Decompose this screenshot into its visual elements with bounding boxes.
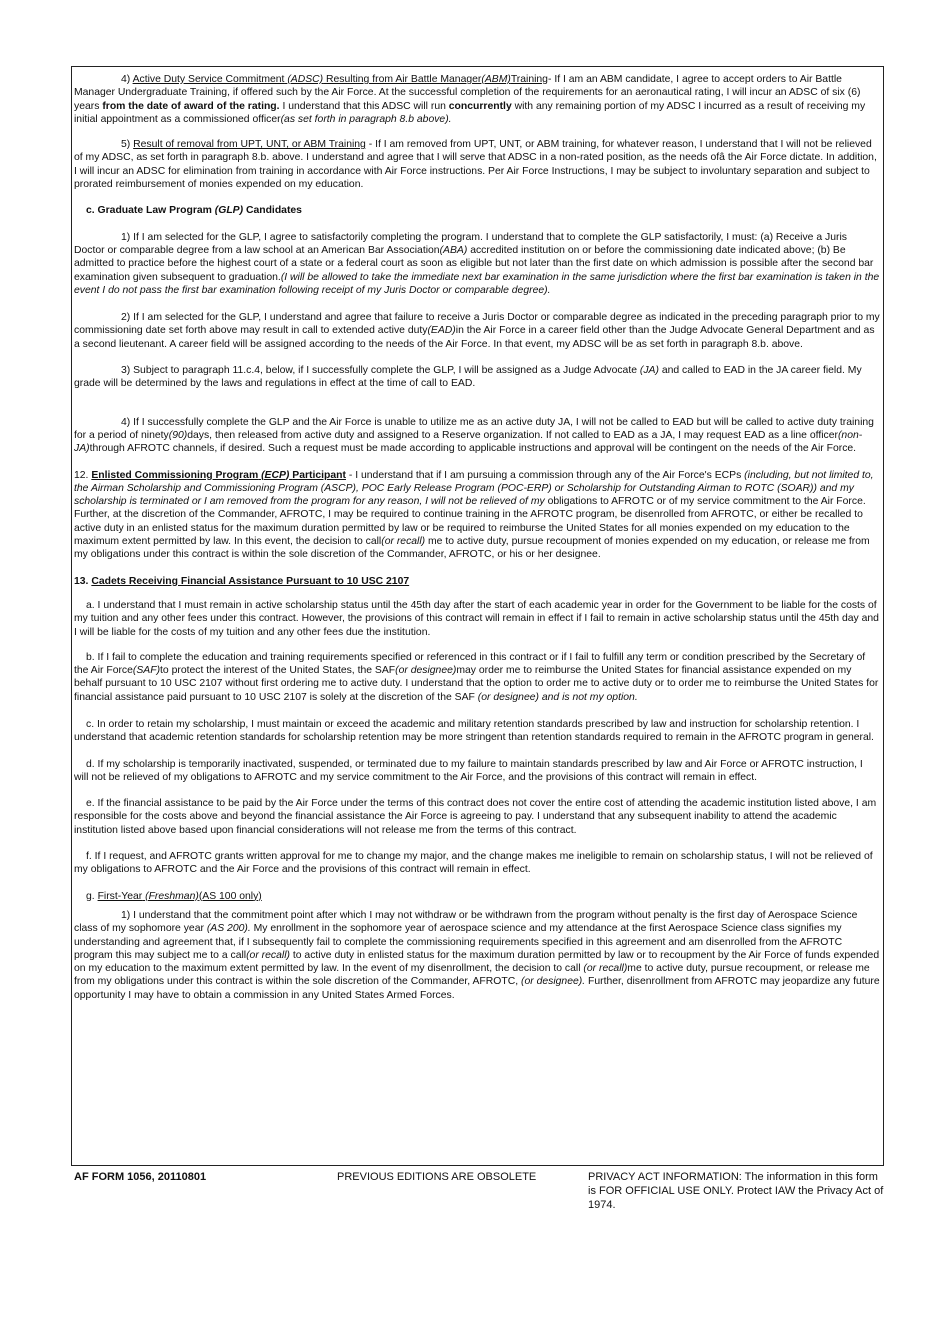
contract-body xyxy=(71,66,884,1166)
paragraph-13g1: 1) I understand that the commitment point after which I may not withdraw or be withdrawn from the program without penalty is the first day of Aerospace Science class of my sophomore year (AS 200). My enrollment in the sophomore year of aerospace science and my attendance at the first Aerospace Science class signifies my understanding and agreement that, if I subsequently fail to complete the commissioning requirements specified in this agreement and am disenrolled from the AFROTC program this may subject me to a call(or recall) to active duty in enlisted status for the maximum duration permitted by law or to recoupment by the Air Force of funds expended on my education to the maximum extent permitted by law. In the event of my disenrollment, the decision to call (or recall)me to active duty, pursue recoupment, or release me from my obligations under this contract is within the sole discretion of the Commander, AFROTC, (or designee). Further, disenrollment from AFROTC may jeopardize any future opportunity I may have to obtain a commission in any United States Armed Forces. xyxy=(74,909,880,1001)
form-number: AF FORM 1056, 20110801 xyxy=(74,1171,207,1183)
paragraph-11c3: 3) Subject to paragraph 11.c.4, below, if I successfully complete the GLP, I will be assigned as a Judge Advocate (JA) and called to EAD in the JA career field. My grade will be determined by the laws and regulations in effect at the time of call to EAD. xyxy=(74,365,862,390)
paragraph-13-heading: 13. Cadets Receiving Financial Assistance Pursuant to 10 USC 2107 xyxy=(74,575,410,587)
paragraph-11b5: 5) Result of removal from UPT, UNT, or ABM Training - If I am removed from UPT, UNT, or ABM training, for whatever reason, I understand that I will not be relieved of my ADSC, as set forth in paragraph 8.b. above. I understand and agree that I will serve that ADSC in a non-rated position, as the needs ofâ the Air Force dictate. In addition, I will incur an ADSC for elimination from training in accordance with Air Force instructions. Per Air Force Instructions, I may be subject to involuntary separation and subject to prorated reimbursement of monies expended on my education. xyxy=(74,139,877,191)
obsolete-notice: PREVIOUS EDITIONS ARE OBSOLETE xyxy=(337,1171,537,1183)
section-c-heading: c. Graduate Law Program (GLP) Candidates xyxy=(86,205,302,217)
paragraph-13b: b. If I fail to complete the education and training requirements specified or referenced in this contract or if I fail to fulfill any term or condition prescribed by the Secretary of the Air Force(SAF)to protect the interest of the United States, the SAF(or designee)may order me to reimburse the United States for financial assistance expended on my behalf pursuant to 10 USC 2107 without first ordering me to active duty. I understand that the option to order me to active duty or to order me to reimburse the United States for financial assistance paid pursuant to 10 USC 2107 is solely at the discretion of the SAF (or designee) and is not my option. xyxy=(74,651,879,703)
paragraph-11c4: 4) If I successfully complete the GLP and the Air Force is unable to utilize me as an active duty JA, I will not be called to EAD but will be called to active duty training for a period of ninety(90)days, then released from active duty and assigned to a Reserve organization. If not called to EAD as a JA, I may request EAD as a line officer(non-JA)through AFROTC channels, if desired. Such a request must be made according to applicable instructions and approval will be contingent on the needs of the Air Force. xyxy=(74,416,874,455)
paragraph-13d: d. If my scholarship is temporarily inactivated, suspended, or terminated due to my failure to maintain standards prescribed by law and Air Force or AFROTC instruction, I will not be relieved of my obligations to AFROTC and my service commitment to the Air Force, and the provisions of this contract will remain in effect. xyxy=(74,758,863,783)
paragraph-12: 12. Enlisted Commissioning Program (ECP) Participant - I understand that if I am pursuing a commission through any of the Air Force's ECPs (including, but not limited to, the Airman Scholarship and Commissioning Program (ASCP), POC Early Release Program (POC-ERP) or Scholarship for Outstanding Airman to ROTC (SOAR)) and my scholarship is terminated or I am removed from the program for any reason, I will not be relieved of my obligations to AFROTC or of my service commitment to the Air Force. Further, at the discretion of the Commander, AFROTC, I may be required to continue training in the AFROTC program, be disenrolled from AFROTC, or either be recalled to active duty in an enlisted status for the maximum duration permitted by law or be required to reimburse the United States for all monies expended on my education to the maximum extent permitted by law. In this event, the decision to call(or recall) me to active duty, pursue recoupment of monies expended on my education, or release me from my obligations under this contract is within the sole discretion of the Commander, AFROTC, or his or her designee. xyxy=(74,469,874,561)
paragraph-11b4: 4) Active Duty Service Commitment (ADSC) Resulting from Air Battle Manager(ABM)Training- If I am an ABM candidate, I agree to accept orders to Air Battle Manager Undergraduate Training, if offered such by the Air Force. At the successful completion of the requirements for an aeronautical rating, I will incur an ADSC of six (6) years from the date of award of the rating. I understand that this ADSC will run concurrently with any remaining portion of my ADSC I incurred as a result of receiving my initial appointment as a commissioned officer(as set forth in paragraph 8.b above). xyxy=(74,74,866,125)
paragraph-11c2: 2) If I am selected for the GLP, I understand and agree that failure to receive a Juris Doctor or comparable degree as indicated in the preceding paragraph prior to my commissioning date set forth above may result in call to extended active duty(EAD)in the Air Force in a career field other than the Judge Advocate General Department and as a second lieutenant. A career field will be assigned according to the needs of the Air Force. In that event, my ADSC will be as set forth in paragraph 8.b. above. xyxy=(74,312,880,350)
paragraph-13g-heading: g. First-Year (Freshman)(AS 100 only) xyxy=(86,890,262,902)
paragraph-13c: c. In order to retain my scholarship, I must maintain or exceed the academic and military retention standards prescribed by law and instruction for scholarship retention. I understand that academic retention standards for scholarship retention may be more stringent than retention standards required to remain in the AFROTC program in general. xyxy=(74,718,874,744)
paragraph-13e: e. If the financial assistance to be paid by the Air Force under the terms of this contract does not cover the entire cost of attending the academic institution listed above, I am responsible for the costs above and beyond the financial assistance the Air Force is agreeing to pay. I understand that any subsequent inability to attend the academic institution listed above based upon financial considerations will not release me from the terms of this contract. xyxy=(74,798,877,836)
paragraph-13f: f. If I request, and AFROTC grants written approval for me to change my major, and the change makes me ineligible to remain on scholarship status, I will not be relieved of my obligations to AFROTC and the Air Force and the provisions of this contract will remain in effect. xyxy=(74,851,873,876)
privacy-act-notice: PRIVACY ACT INFORMATION: The information in this form is FOR OFFICIAL USE ONLY. Protect IAW the Privacy Act of 1974. xyxy=(588,1171,884,1211)
paragraph-13a: a. I understand that I must remain in active scholarship status until the 45th day after the start of each academic year in order for the Government to be liable for the costs of my tuition and any other fees under this contract. However, the provisions of this contract will remain in effect if I fail to remain in active scholarship status until the 45th day and I will be liable for the costs of my tuition and any other fees due the institution. xyxy=(74,599,879,638)
paragraph-11c1: 1) If I am selected for the GLP, I agree to satisfactorily completing the program. I understand that to complete the GLP satisfactorily, I must: (a) Receive a Juris Doctor or comparable degree from a law school at an American Bar Association(ABA) accredited institution on or before the commissioning date indicated above; (b) Be admitted to practice before the highest court of a state or a federal court as soon as eligible but not later than the first date on which admission is possible after the second bar examination given subsequent to graduation.(I will be allowed to take the immediate next bar examination in the same jurisdiction where the first bar examination is taken in the event I do not pass the first bar examination following receipt of my Juris Doctor or comparable degree). xyxy=(74,231,880,296)
